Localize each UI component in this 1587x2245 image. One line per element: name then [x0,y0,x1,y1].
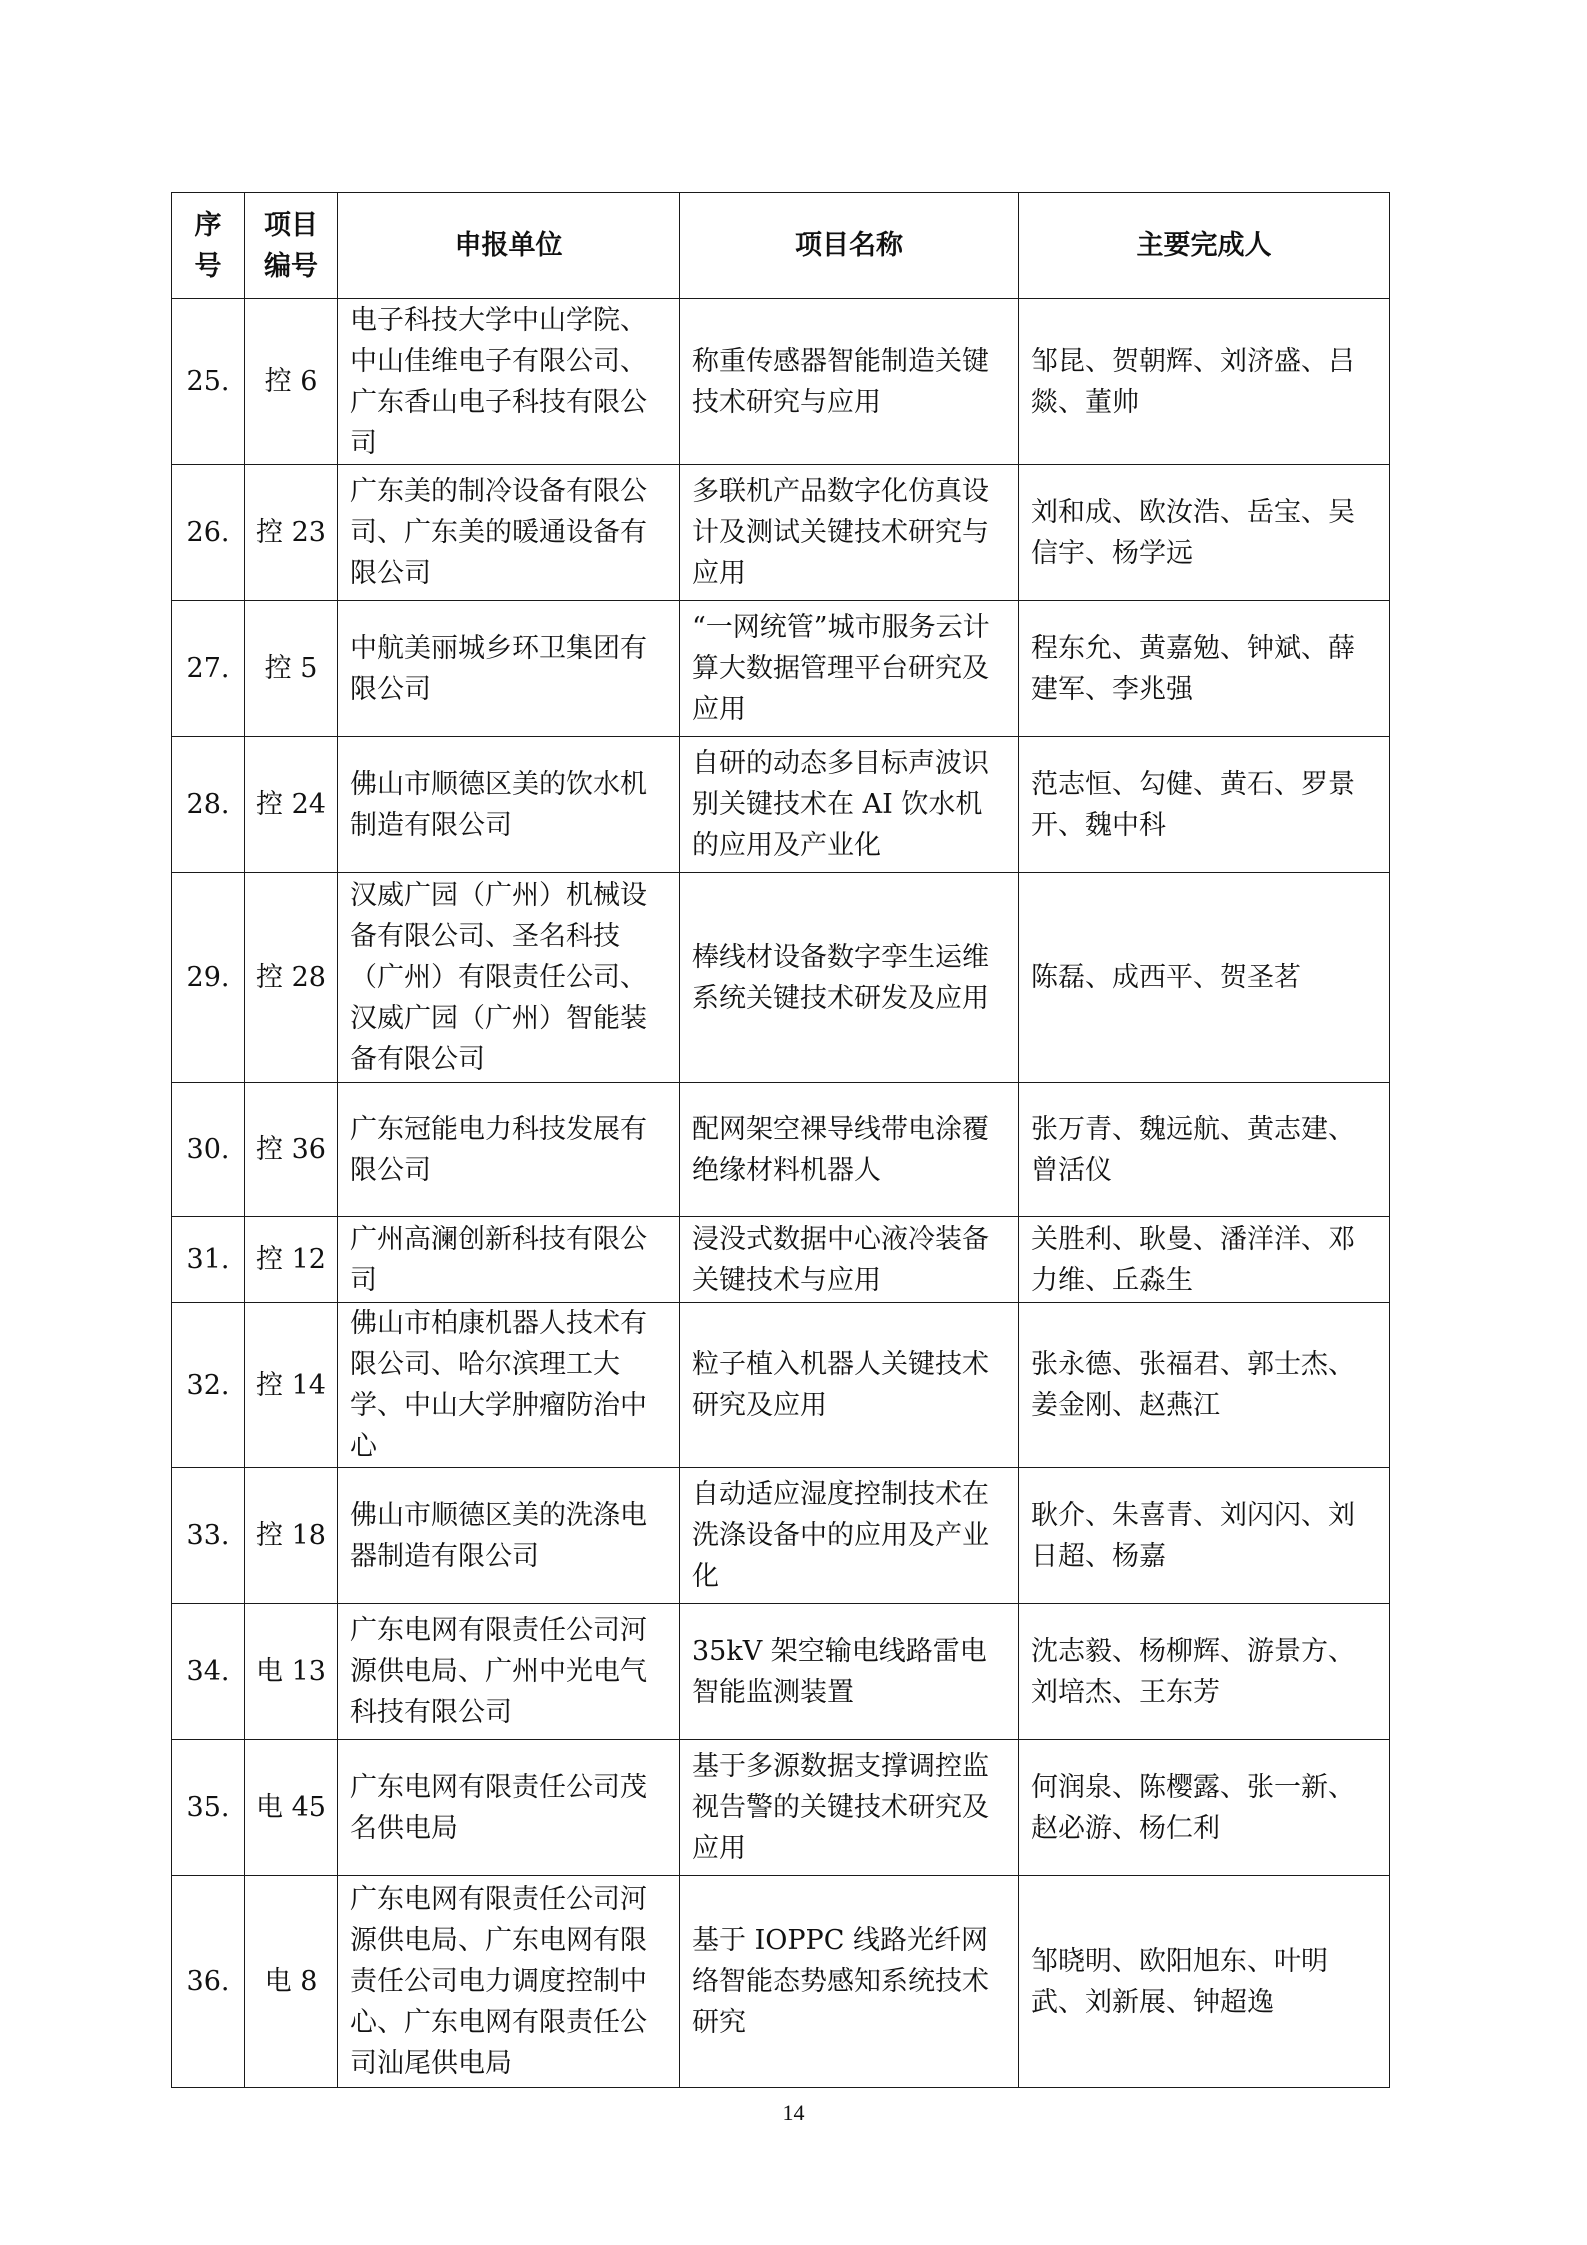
cell-code: 电 13 [245,1604,338,1740]
cell-code: 控 23 [245,465,338,601]
cell-seq: 31. [172,1217,245,1303]
cell-name: 自动适应湿度控制技术在洗涤设备中的应用及产业化 [680,1468,1019,1604]
table-row [172,1876,1390,2088]
header-people: 主要完成人 [1019,193,1390,299]
cell-unit: 佛山市柏康机器人技术有限公司、哈尔滨理工大学、中山大学肿瘤防治中心 [338,1303,680,1468]
table-row [172,873,1390,1083]
cell-code: 控 28 [245,873,338,1083]
cell-code: 控 18 [245,1468,338,1604]
cell-people: 张万青、魏远航、黄志建、曾活仪 [1019,1083,1390,1217]
table-row [172,1740,1390,1876]
cell-seq: 35. [172,1740,245,1876]
cell-people: 范志恒、勾健、黄石、罗景开、魏中科 [1019,737,1390,873]
table-header-row [172,193,1390,299]
header-seq: 序 号 [172,193,245,299]
cell-people: 沈志毅、杨柳辉、游景方、刘培杰、王东芳 [1019,1604,1390,1740]
cell-code: 控 5 [245,601,338,737]
table-row [172,465,1390,601]
cell-seq: 32. [172,1303,245,1468]
cell-unit: 电子科技大学中山学院、中山佳维电子有限公司、广东香山电子科技有限公司 [338,299,680,465]
cell-seq: 29. [172,873,245,1083]
cell-people: 耿介、朱喜青、刘闪闪、刘日超、杨嘉 [1019,1468,1390,1604]
table-row [172,1604,1390,1740]
page-number: 14 [782,2100,805,2125]
cell-name: 配网架空裸导线带电涂覆绝缘材料机器人 [680,1083,1019,1217]
cell-code: 控 36 [245,1083,338,1217]
table-row [172,601,1390,737]
cell-name: 基于 IOPPC 线路光纤网络智能态势感知系统技术研究 [680,1876,1019,2088]
header-code: 项目 编号 [245,193,338,299]
cell-unit: 中航美丽城乡环卫集团有限公司 [338,601,680,737]
cell-name: 称重传感器智能制造关键技术研究与应用 [680,299,1019,465]
cell-name: 自研的动态多目标声波识别关键技术在 AI 饮水机的应用及产业化 [680,737,1019,873]
cell-people: 刘和成、欧汝浩、岳宝、吴信宇、杨学远 [1019,465,1390,601]
cell-people: 程东允、黄嘉勉、钟斌、薛建军、李兆强 [1019,601,1390,737]
table-row [172,299,1390,465]
cell-seq: 27. [172,601,245,737]
table-row [172,1083,1390,1217]
cell-unit: 广东冠能电力科技发展有限公司 [338,1083,680,1217]
project-table [171,192,1390,2088]
cell-unit: 广东电网有限责任公司河源供电局、广州中光电气科技有限公司 [338,1604,680,1740]
cell-unit: 广东美的制冷设备有限公司、广东美的暖通设备有限公司 [338,465,680,601]
cell-people: 邹昆、贺朝辉、刘济盛、吕燚、董帅 [1019,299,1390,465]
cell-unit: 广东电网有限责任公司河源供电局、广东电网有限责任公司电力调度控制中心、广东电网有限责任公司汕尾供电局 [338,1876,680,2088]
table-row [172,1468,1390,1604]
cell-seq: 28. [172,737,245,873]
cell-seq: 34. [172,1604,245,1740]
cell-name: 棒线材设备数字孪生运维系统关键技术研发及应用 [680,873,1019,1083]
table-row [172,1217,1390,1303]
cell-seq: 30. [172,1083,245,1217]
cell-seq: 33. [172,1468,245,1604]
cell-name: 多联机产品数字化仿真设计及测试关键技术研究与应用 [680,465,1019,601]
cell-name: 35kV 架空输电线路雷电智能监测装置 [680,1604,1019,1740]
cell-seq: 36. [172,1876,245,2088]
cell-unit: 佛山市顺德区美的洗涤电器制造有限公司 [338,1468,680,1604]
header-name: 项目名称 [680,193,1019,299]
cell-people: 陈磊、成西平、贺圣茗 [1019,873,1390,1083]
cell-code: 电 45 [245,1740,338,1876]
cell-unit: 佛山市顺德区美的饮水机制造有限公司 [338,737,680,873]
cell-name: 浸没式数据中心液冷装备关键技术与应用 [680,1217,1019,1303]
cell-code: 电 8 [245,1876,338,2088]
cell-code: 控 24 [245,737,338,873]
cell-name: 粒子植入机器人关键技术研究及应用 [680,1303,1019,1468]
cell-unit: 汉威广园（广州）机械设备有限公司、圣名科技（广州）有限责任公司、汉威广园（广州）智能装备有限公司 [338,873,680,1083]
table-row [172,737,1390,873]
cell-people: 何润泉、陈樱露、张一新、赵必游、杨仁利 [1019,1740,1390,1876]
cell-code: 控 6 [245,299,338,465]
cell-unit: 广州高澜创新科技有限公司 [338,1217,680,1303]
cell-code: 控 14 [245,1303,338,1468]
cell-people: 邹晓明、欧阳旭东、叶明武、刘新展、钟超逸 [1019,1876,1390,2088]
table-row [172,1303,1390,1468]
cell-people: 关胜利、耿曼、潘洋洋、邓力维、丘淼生 [1019,1217,1390,1303]
cell-people: 张永德、张福君、郭士杰、姜金刚、赵燕江 [1019,1303,1390,1468]
cell-seq: 25. [172,299,245,465]
cell-name: 基于多源数据支撑调控监视告警的关键技术研究及应用 [680,1740,1019,1876]
cell-code: 控 12 [245,1217,338,1303]
cell-seq: 26. [172,465,245,601]
cell-unit: 广东电网有限责任公司茂名供电局 [338,1740,680,1876]
cell-name: “一网统管”城市服务云计算大数据管理平台研究及应用 [680,601,1019,737]
header-unit: 申报单位 [338,193,680,299]
